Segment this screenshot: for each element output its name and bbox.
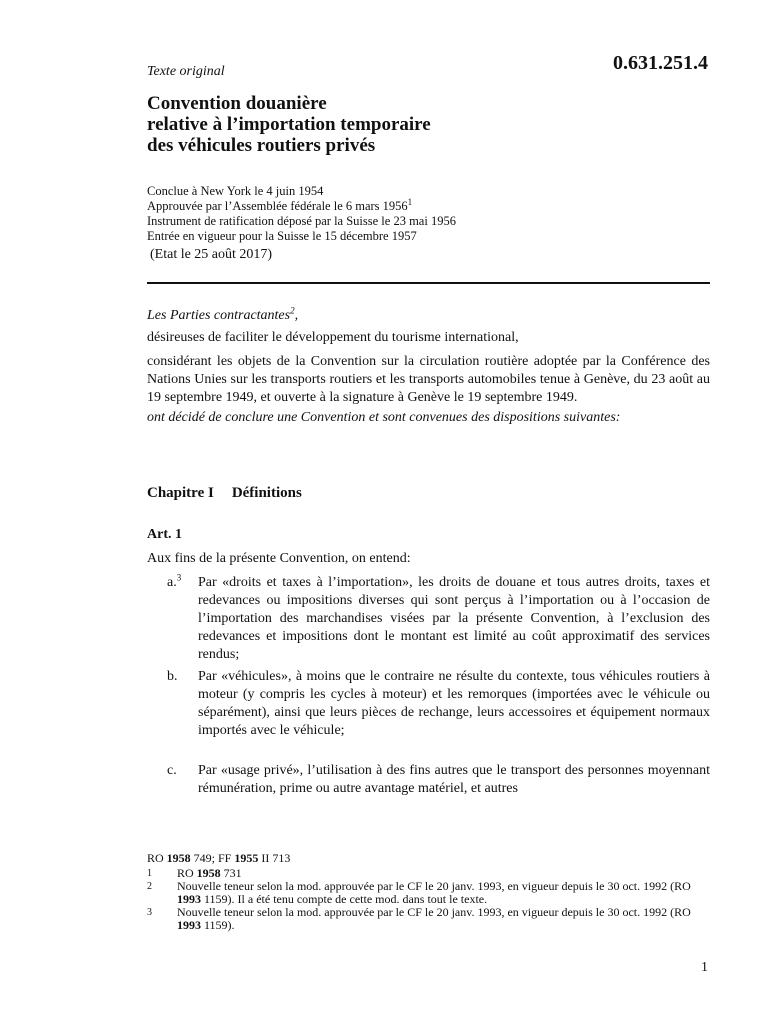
- item-label: b.: [167, 669, 178, 684]
- title-line-3: des véhicules routiers privés: [147, 135, 376, 156]
- approved-text: Approuvée par l’Assemblée fédérale le 6 mars 1956: [147, 199, 408, 213]
- article-heading: Art. 1: [147, 527, 182, 542]
- parties-text: Les Parties contractantes: [147, 308, 291, 323]
- footnote-ref-1[interactable]: 1: [407, 196, 413, 207]
- original-text-label: Texte original: [147, 64, 225, 79]
- definition-item-b: [147, 668, 710, 740]
- preamble-parties: [147, 307, 710, 325]
- footnote-text: Nouvelle teneur selon la mod. approuvée par le CF le 20 janv. 1993, en vigueur depuis le 30 oct. 1992 (RO: [177, 879, 691, 893]
- page-number: 1: [701, 960, 708, 975]
- document-metadata: [147, 184, 456, 244]
- item-label-text: a.: [167, 575, 177, 590]
- footnote-text: Nouvelle teneur selon la mod. approuvée par le CF le 20 janv. 1993, en vigueur depuis le 30 oct. 1992 (RO: [177, 905, 691, 919]
- item-text: Par «usage privé», l’utilisation à des fins autres que le transport des personnes moyennant rémunération, prime ou autre avantage matériel, et autres: [198, 763, 710, 796]
- footnote-year: 1993: [177, 892, 201, 906]
- parties-comma: ,: [294, 308, 299, 323]
- chapter-label: Chapitre I: [147, 485, 214, 501]
- footnote-year: 1993: [177, 918, 201, 932]
- footnote-2: [147, 880, 710, 906]
- item-text: Par «véhicules», à moins que le contraire ne résulte du contexte, tous véhicules routiers à moteur (y compris les cycles à moteur) et les remorques (importées avec le véhicule ou séparément), ainsi que leurs pièces de rechange, leurs accessoires et équipement normaux importés avec le véhicule;: [198, 669, 710, 738]
- definition-item-a: [147, 574, 710, 664]
- chapter-name: Définitions: [231, 485, 302, 501]
- ro-label: RO: [147, 851, 167, 865]
- header-divider: [147, 282, 710, 284]
- footnote-text-end: 731: [220, 866, 242, 880]
- preamble-paragraph-3: ont décidé de conclure une Convention et sont convenues des dispositions suivantes:: [147, 410, 621, 425]
- ratification-date: Instrument de ratification déposé par la Suisse le 23 mai 1956: [147, 214, 456, 228]
- ff-page: II 713: [258, 851, 291, 865]
- preamble-paragraph-2: considérant les objets de la Convention sur la circulation routière adoptée par la Conférence des Nations Unies sur les transports routiers et les transports automobiles tenue à Genève, du 23 août au 19 septembre 1949, et ouverte à la signature à Genève le 19 septembre 1949.: [147, 354, 710, 405]
- ff-year: 1955: [234, 851, 259, 865]
- document-title: [147, 93, 431, 156]
- footnote-year: 1958: [196, 866, 221, 880]
- preamble-paragraph-1: désireuses de faciliter le développement du tourisme international,: [147, 330, 519, 345]
- item-label: c.: [167, 763, 177, 778]
- publication-reference: [147, 852, 710, 865]
- footnote-text: RO: [177, 866, 197, 880]
- title-line-1: Convention douanière: [147, 93, 327, 114]
- article-intro-text: Aux fins de la présente Convention, on entend:: [147, 551, 411, 566]
- state-date: (Etat le 25 août 2017): [150, 247, 273, 262]
- footnote-number: 1: [147, 868, 152, 879]
- ro-year: 1958: [166, 851, 191, 865]
- footnotes: [147, 852, 710, 932]
- definition-item-c: [147, 762, 710, 798]
- item-label: [167, 574, 181, 592]
- concluded-date: Conclue à New York le 4 juin 1954: [147, 184, 324, 198]
- footnote-3: [147, 906, 710, 932]
- preamble: [147, 307, 710, 427]
- title-line-2: relative à l’importation temporaire: [147, 114, 431, 135]
- item-text: Par «droits et taxes à l’importation», les droits de douane et tous autres droits, taxes et redevances ou impositions diverses qui sont perçus à l’importation ou à l’occasion de l’importation des marchandises visées par la présente Convention, à l’exclusion des redevances et impositions dont le montant est limité au coût approximatif des services rendus;: [198, 575, 710, 662]
- document-number: 0.631.251.4: [613, 52, 708, 74]
- article-intro: [147, 550, 710, 568]
- footnote-ref-2[interactable]: 2: [290, 305, 295, 316]
- ro-page: 749; FF: [190, 851, 235, 865]
- footnote-number: 2: [147, 881, 152, 892]
- footnote-text-end: 1159). Il a été tenu compte de cette mod. dans tout le texte.: [201, 892, 488, 906]
- footnote-text-end: 1159).: [201, 918, 235, 932]
- footnote-number: 3: [147, 907, 152, 918]
- footnote-ref-3[interactable]: 3: [176, 572, 182, 583]
- approved-date: [147, 196, 456, 214]
- chapter-heading: [147, 485, 302, 502]
- entry-into-force-date: Entrée en vigueur pour la Suisse le 15 décembre 1957: [147, 229, 417, 243]
